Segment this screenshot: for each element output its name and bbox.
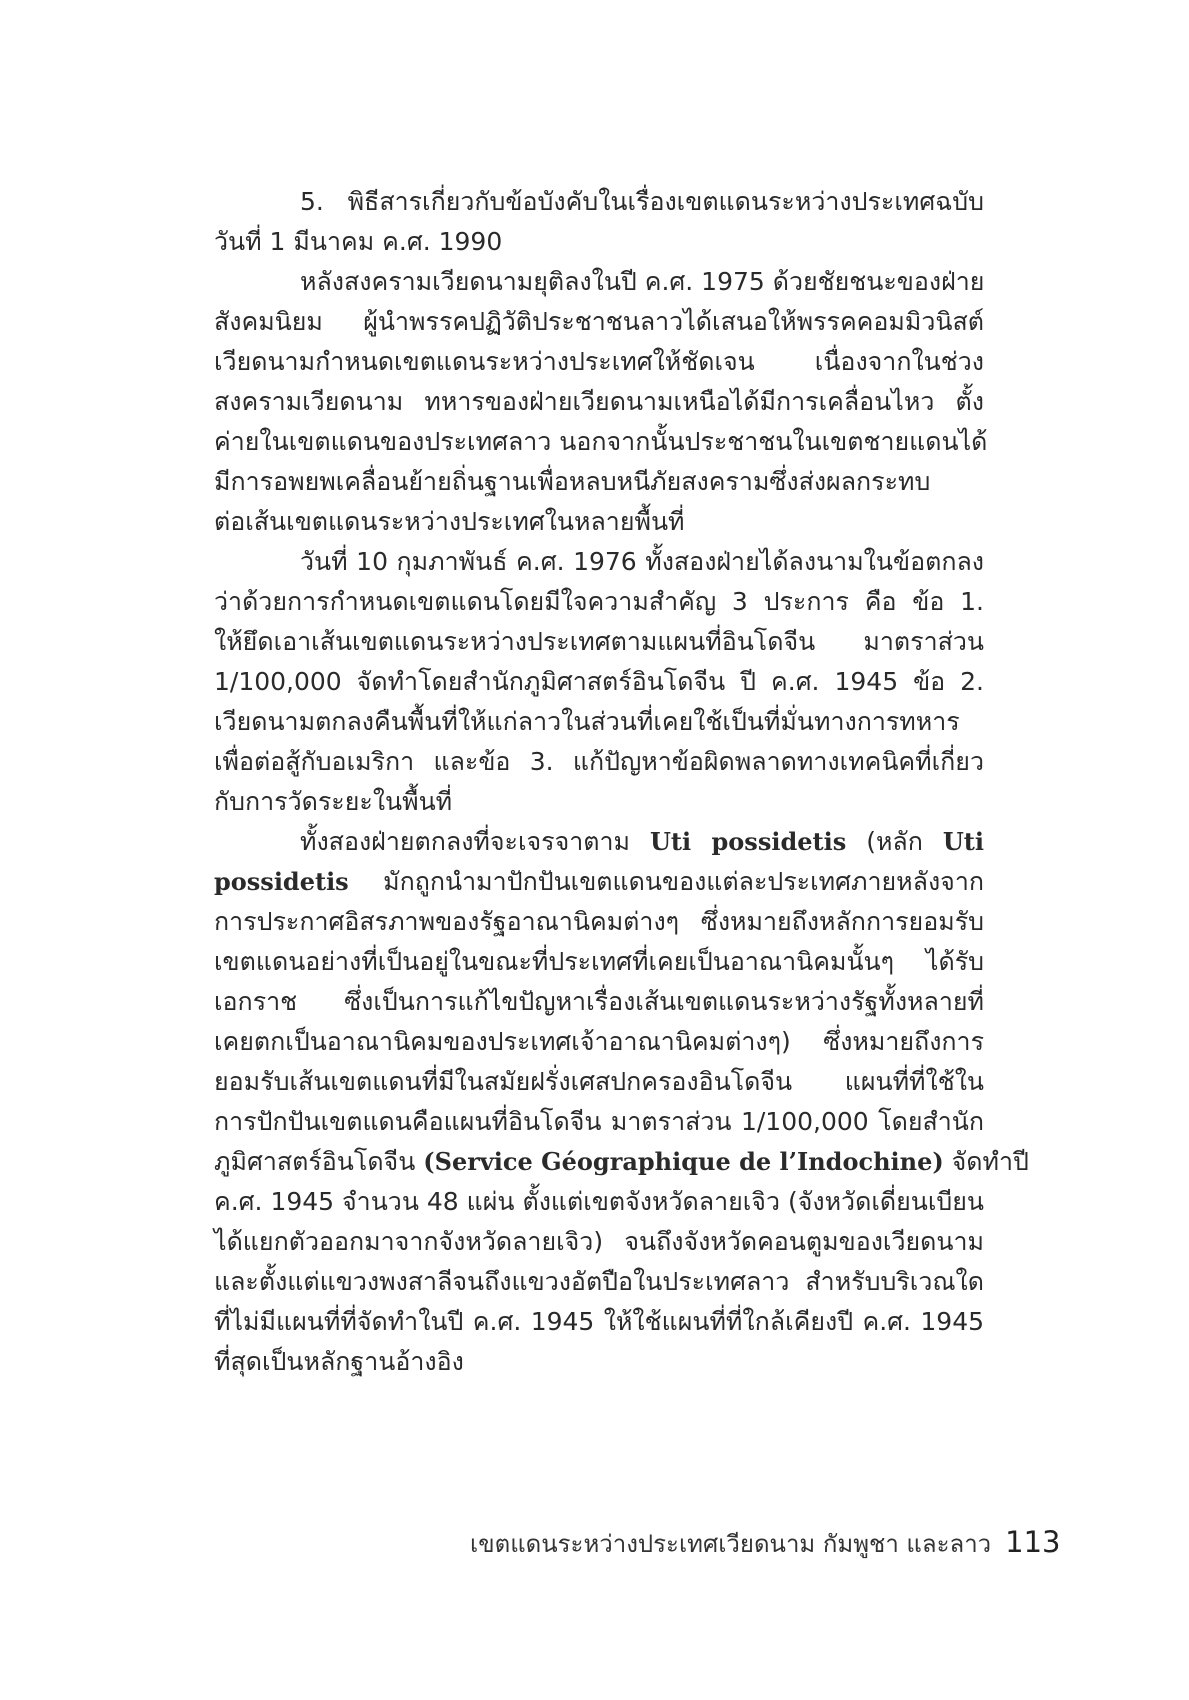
- paragraph-3-line-6: เพื่อต่อสู้กับอเมริกา และข้อ 3. แก้ปัญหาข้อผิดพลาดทางเทคนิคที่เกี่ยว: [214, 747, 984, 776]
- paragraph-4-line-4: เขตแดนอย่างที่เป็นอยู่ในขณะที่ประเทศที่เคยเป็นอาณานิคมนั้นๆ ได้รับ: [214, 947, 984, 976]
- paragraph-4-line-11: ได้แยกตัวออกมาจากจังหวัดลายเจิว) จนถึงจังหวัดคอนตูมของเวียดนาม: [214, 1227, 984, 1256]
- paragraph-4-line-10: ค.ศ. 1945 จำนวน 48 แผ่น ตั้งแต่เขตจังหวัดลายเจิว (จังหวัดเดี่ยนเบียน: [214, 1187, 984, 1216]
- paragraph-4-line-1: [214, 822, 984, 862]
- paragraph-4-line-3: การประกาศอิสรภาพของรัฐอาณานิคมต่างๆ ซึ่งหมายถึงหลักการยอมรับ: [214, 907, 984, 936]
- body-text: [214, 182, 1029, 1382]
- text-run: (หลัก: [846, 827, 943, 856]
- paragraph-4-line-6: เคยตกเป็นอาณานิคมของประเทศเจ้าอาณานิคมต่างๆ) ซึ่งหมายถึงการ: [214, 1027, 984, 1056]
- paragraph-2-line-6: มีการอพยพเคลื่อนย้ายถิ่นฐานเพื่อหลบหนีภัยสงครามซึ่งส่งผลกระทบ: [214, 467, 931, 496]
- paragraph-2-line-7: ต่อเส้นเขตแดนระหว่างประเทศในหลายพื้นที่: [214, 507, 685, 536]
- latin-term: Uti possidetis: [650, 827, 847, 856]
- text-run: ทั้งสองฝ่ายตกลงที่จะเจรจาตาม: [300, 827, 650, 856]
- text-run: จัดทำปี: [943, 1147, 1029, 1176]
- paragraph-2-line-2: สังคมนิยม ผู้นำพรรคปฏิวัติประชาชนลาวได้เสนอให้พรรคคอมมิวนิสต์: [214, 307, 984, 336]
- latin-term: possidetis: [214, 867, 349, 896]
- paragraph-4-line-8: การปักปันเขตแดนคือแผนที่อินโดจีน มาตราส่วน 1/100,000 โดยสำนัก: [214, 1107, 984, 1136]
- paragraph-4-line-9: [214, 1142, 1029, 1182]
- paragraph-3-line-7: กับการวัดระยะในพื้นที่: [214, 787, 453, 816]
- paragraph-3-line-5: เวียดนามตกลงคืนพื้นที่ให้แก่ลาวในส่วนที่เคยใช้เป็นที่มั่นทางการทหาร: [214, 707, 960, 736]
- paragraph-4-line-12: และตั้งแต่แขวงพงสาลีจนถึงแขวงอัตปือในประเทศลาว สำหรับบริเวณใด: [214, 1267, 984, 1296]
- paragraph-4-line-14: ที่สุดเป็นหลักฐานอ้างอิง: [214, 1347, 464, 1376]
- latin-term: (Service Géographique de l’Indochine): [423, 1147, 944, 1176]
- paragraph-2-line-1: หลังสงครามเวียดนามยุติลงในปี ค.ศ. 1975 ด้วยชัยชนะของฝ่าย: [300, 267, 985, 296]
- paragraph-3-line-2: ว่าด้วยการกำหนดเขตแดนโดยมีใจความสำคัญ 3 ประการ คือ ข้อ 1.: [214, 587, 984, 616]
- paragraph-3-line-1: วันที่ 10 กุมภาพันธ์ ค.ศ. 1976 ทั้งสองฝ่ายได้ลงนามในข้อตกลง: [300, 547, 984, 576]
- paragraph-4-line-5: เอกราช ซึ่งเป็นการแก้ไขปัญหาเรื่องเส้นเขตแดนระหว่างรัฐทั้งหลายที่: [214, 987, 984, 1016]
- paragraph-3-line-4: 1/100,000 จัดทำโดยสำนักภูมิศาสตร์อินโดจีน ปี ค.ศ. 1945 ข้อ 2.: [214, 667, 984, 696]
- paragraph-1-line-2: วันที่ 1 มีนาคม ค.ศ. 1990: [214, 227, 503, 256]
- paragraph-4-line-2: [214, 862, 984, 902]
- paragraph-3-line-3: ให้ยึดเอาเส้นเขตแดนระหว่างประเทศตามแผนที่อินโดจีน มาตราส่วน: [214, 627, 984, 656]
- running-title: เขตแดนระหว่างประเทศเวียดนาม กัมพูชา และลาว: [470, 1530, 992, 1558]
- page-footer: [470, 1524, 1061, 1564]
- latin-term: Uti: [942, 827, 984, 856]
- paragraph-2-line-3: เวียดนามกำหนดเขตแดนระหว่างประเทศให้ชัดเจน เนื่องจากในช่วง: [214, 347, 984, 376]
- text-run: มักถูกนำมาปักปันเขตแดนของแต่ละประเทศภายหลังจาก: [348, 867, 984, 896]
- paragraph-2-line-4: สงครามเวียดนาม ทหารของฝ่ายเวียดนามเหนือได้มีการเคลื่อนไหว ตั้ง: [214, 387, 984, 416]
- paragraph-1-line-1: 5. พิธีสารเกี่ยวกับข้อบังคับในเรื่องเขตแดนระหว่างประเทศฉบับ: [300, 187, 984, 216]
- text-run: ภูมิศาสตร์อินโดจีน: [214, 1147, 424, 1176]
- paragraph-2-line-5: ค่ายในเขตแดนของประเทศลาว นอกจากนั้นประชาชนในเขตชายแดนได้: [214, 427, 988, 456]
- page-number: 113: [1005, 1525, 1061, 1559]
- paragraph-4-line-13: ที่ไม่มีแผนที่ที่จัดทำในปี ค.ศ. 1945 ให้ใช้แผนที่ที่ใกล้เคียงปี ค.ศ. 1945: [214, 1307, 984, 1336]
- paragraph-4-line-7: ยอมรับเส้นเขตแดนที่มีในสมัยฝรั่งเศสปกครองอินโดจีน แผนที่ที่ใช้ใน: [214, 1067, 984, 1096]
